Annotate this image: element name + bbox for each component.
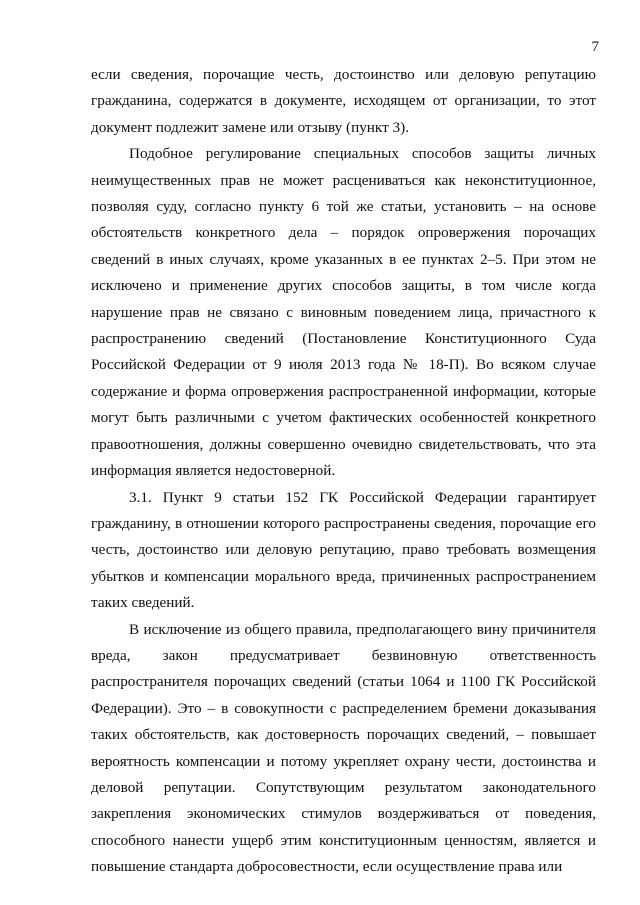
paragraph-liability-exception: В исключение из общего правила, предполагающего вину причинителя вреда, закон предусматривает безвиновную ответственность распространителя порочащих сведений (статьи 1064 и 1100 ГК Российской Федерации). Это – в совокупности с распределением бремени доказывания таких обстоятельств, как достоверность порочащих сведений, – повышает вероятность компенсации и потому укрепляет охрану чести, достоинства и деловой репутации. Сопутствующим результатом законодательного закрепления экономических стимулов воздерживаться от поведения, способного нанести ущерб этим конституционным ценностям, является и повышение стандарта добросовестности, если осуществление права или — [91, 620, 596, 876]
document-body — [91, 62, 596, 881]
paragraph-regulation: Подобное регулирование специальных способов защиты личных неимущественных прав не может расцениваться как неконституционное, позволяя суду, согласно пункту 6 той же статьи, установить – на основе обстоятельств конкретного дела – порядок опровержения порочащих сведений в иных случаях, кроме указанных в ее пунктах 2–5. При этом не исключено и применение других способов защиты, в том числе когда нарушение прав не связано с виновным поведением лица, причастного к распространению сведений (Постановление Конституционного Суда Российской Федерации от 9 июля 2013 года № 18-П). Во всяком случае содержание и форма опровержения распространенной информации, которые могут быть различными с учетом фактических особенностей конкретного правоотношения, должны совершенно очевидно свидетельствовать, что эта информация является недостоверной. — [91, 145, 596, 480]
paragraph-continuation: если сведения, порочащие честь, достоинство или деловую репутацию гражданина, содержатся в документе, исходящем от организации, то этот документ подлежит замене или отзыву (пункт 3). — [91, 66, 596, 136]
page-number: 7 — [591, 39, 599, 55]
paragraph-section-3-1: 3.1. Пункт 9 статьи 152 ГК Российской Федерации гарантирует гражданину, в отношении которого распространены сведения, порочащие его честь, достоинство или деловую репутацию, право требовать возмещения убытков и компенсации морального вреда, причиненных распространением таких сведений. — [91, 488, 596, 612]
